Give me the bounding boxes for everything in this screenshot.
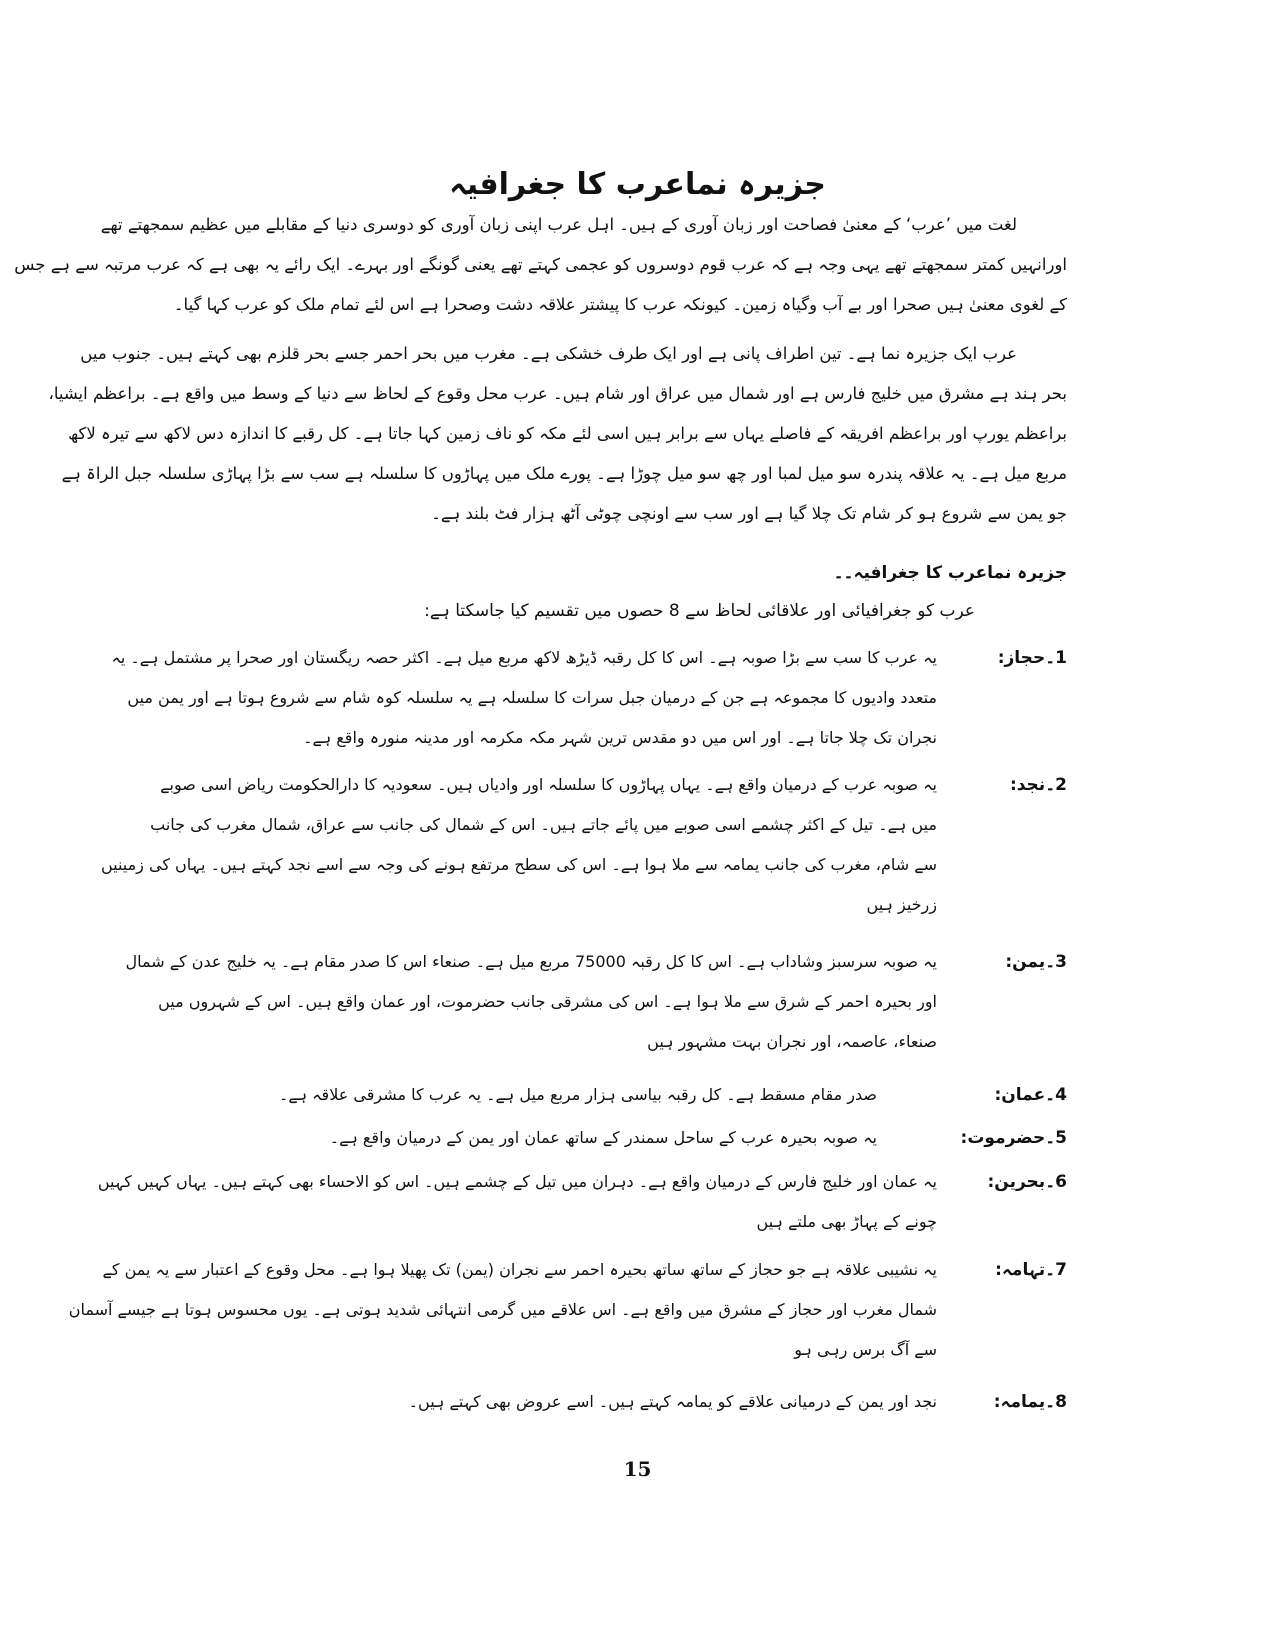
region-line: سے شام، مغرب کی جانب یمامہ سے ملا ہوا ہے۔ اس کی سطح مرتفع ہونے کی وجہ سے اسے نجد کہتے ہیں۔ یہاں کی زمینیں (100, 855, 937, 874)
region-line: اور بحیرہ احمر کے شرق سے ملا ہوا ہے۔ اس کی مشرقی جانب حضرموت، اور عمان واقع ہیں۔ اس کے شہروں میں (158, 992, 937, 1011)
region-label: 2۔نجد: (1009, 775, 1067, 795)
section-subheading: جزیرہ نماعرب کا جغرافیہ۔۔ (833, 563, 1067, 583)
paragraph-line: کے لغوی معنیٰ ہیں صحرا اور بے آب وگیاہ زمین۔ کیونکہ عرب کا پیشتر علاقہ دشت وصحرا ہے اس لئے تمام ملک کو عرب کہا گیا۔ (173, 295, 1067, 314)
region-label: 6۔بحرین: (987, 1172, 1067, 1192)
region-label: 7۔تہامہ: (995, 1260, 1067, 1280)
region-line: یہ عرب کا سب سے بڑا صوبہ ہے۔ اس کا کل رقبہ ڈیڑھ لاکھ مربع میل ہے۔ اکثر حصہ ریگستان اور صحرا پر مشتمل ہے۔ یہ (111, 648, 937, 667)
region-label: 5۔حضرموت: (960, 1128, 1067, 1148)
paragraph-line: بحر ہند ہے مشرق میں خلیج فارس ہے اور شمال میں عراق اور شام ہیں۔ عرب محل وقوع کے لحاظ سے دنیا کے وسط میں واقع ہے۔ براعظم ایشیا، (48, 384, 1067, 403)
paragraph-line: براعظم یورپ اور براعظم افریقہ کے فاصلے یہاں سے برابر ہیں اسی لئے مکہ کو ناف زمین کہا جاتا ہے۔ کل رقبے کا اندازہ دس لاکھ سے تیرہ لاکھ (68, 424, 1067, 443)
region-line: سے آگ برس رہی ہو (794, 1340, 937, 1359)
paragraph-line: مربع میل ہے۔ یہ علاقہ پندرہ سو میل لمبا اور چھ سو میل چوڑا ہے۔ پورے ملک میں پہاڑوں کا سلسلہ ہے سب سے بڑا پہاڑی سلسلہ جبل الراۃ ہے (61, 464, 1067, 483)
region-description (147, 1075, 877, 1115)
region-line: میں ہے۔ تیل کے اکثر چشمے اسی صوبے میں پائے جاتے ہیں۔ اس کے شمال کی جانب سے عراق، شمال مغرب کی جانب (150, 815, 937, 834)
region-line: یہ صوبہ بحیرہ عرب کے ساحل سمندر کے ساتھ عمان اور یمن کے درمیان واقع ہے۔ (329, 1128, 877, 1147)
region-line: شمال مغرب اور حجاز کے مشرق میں واقع ہے۔ اس علاقے میں گرمی انتہائی شدید ہوتی ہے۔ یوں محسوس ہوتا ہے جیسے آسمان (68, 1300, 937, 1319)
region-line: صدر مقام مسقط ہے۔ کل رقبہ بیاسی ہزار مربع میل ہے۔ یہ عرب کا مشرقی علاقہ ہے۔ (278, 1085, 877, 1104)
region-label: 1۔حجاز: (997, 648, 1067, 668)
region-description (207, 1382, 937, 1422)
regions-intro: عرب کو جغرافیائی اور علاقائی لحاظ سے 8 حصوں میں تقسیم کیا جاسکتا ہے: (424, 601, 975, 621)
paragraph-line: جو یمن سے شروع ہو کر شام تک چلا گیا ہے اور سب سے اونچی چوٹی آٹھ ہزار فٹ بلند ہے۔ (431, 504, 1067, 523)
region-description (125, 942, 937, 1062)
paragraph-line: لغت میں ’عرب‘ کے معنیٰ فصاحت اور زبان آوری کے ہیں۔ اہل عرب اپنی زبان آوری کو دوسری دنیا کے مقابلے میں عظیم سمجھتے تھے (100, 215, 1017, 234)
region-description (97, 1162, 937, 1242)
region-label: 4۔عمان: (994, 1085, 1067, 1105)
region-description (111, 638, 937, 758)
region-line: یہ صوبہ عرب کے درمیان واقع ہے۔ یہاں پہاڑوں کا سلسلہ اور وادیاں ہیں۔ سعودیہ کا دارالحکومت ریاض اسی صوبے (160, 775, 937, 794)
region-description (100, 765, 937, 925)
paragraph-line: عرب ایک جزیرہ نما ہے۔ تین اطراف پانی ہے اور ایک طرف خشکی ہے۔ مغرب میں بحر احمر جسے بحر قلزم بھی کہتے ہیں۔ جنوب میں (80, 344, 1017, 363)
region-line: نجران تک چلا جاتا ہے۔ اور اس میں دو مقدس ترین شہر مکہ مکرمہ اور مدینہ منورہ واقع ہے۔ (303, 728, 937, 747)
region-label: 8۔یمامہ: (993, 1392, 1067, 1412)
page-number: 15 (623, 1457, 652, 1481)
paragraph-peninsula (48, 334, 1067, 534)
region-line: متعدد وادیوں کا مجموعہ ہے جن کے درمیان جبل سرات کا سلسلہ ہے یہ سلسلہ کوہ شام سے شروع ہوتا ہے اور یمن میں (127, 688, 937, 707)
paragraph-line: اورانہیں کمتر سمجھتے تھے یہی وجہ ہے کہ عرب قوم دوسروں کو عجمی کہتے تھے یعنی گونگے اور بہرے۔ ایک رائے یہ بھی ہے کہ عرب مرتبہ سے ہے جس (14, 255, 1067, 274)
page-title: جزیرہ نماعرب کا جغرافیہ (449, 167, 826, 202)
region-label: 3۔یمن: (1005, 952, 1067, 972)
region-description (147, 1118, 877, 1158)
region-line: زرخیز ہیں (866, 895, 937, 914)
paragraph-arabic-meaning (14, 205, 1067, 325)
region-line: یہ صوبہ سرسبز وشاداب ہے۔ اس کا کل رقبہ 75000 مربع میل ہے۔ صنعاء اس کا صدر مقام ہے۔ یہ خلیج عدن کے شمال (125, 952, 937, 971)
region-description (68, 1250, 937, 1370)
region-line: صنعاء، عاصمہ، اور نجران بہت مشہور ہیں (647, 1032, 937, 1051)
region-line: یہ نشیبی علاقہ ہے جو حجاز کے ساتھ ساتھ بحیرہ احمر سے نجران (یمن) تک پھیلا ہوا ہے۔ محل وقوع کے اعتبار سے یہ یمن کے (102, 1260, 937, 1279)
region-line: چونے کے پہاڑ بھی ملتے ہیں (756, 1212, 937, 1231)
region-line: نجد اور یمن کے درمیانی علاقے کو یمامہ کہتے ہیں۔ اسے عروض بھی کہتے ہیں۔ (408, 1392, 937, 1411)
region-line: یہ عمان اور خلیج فارس کے درمیان واقع ہے۔ دہران میں تیل کے چشمے ہیں۔ اس کو الاحساء بھی کہتے ہیں۔ یہاں کہیں کہیں (97, 1172, 937, 1191)
